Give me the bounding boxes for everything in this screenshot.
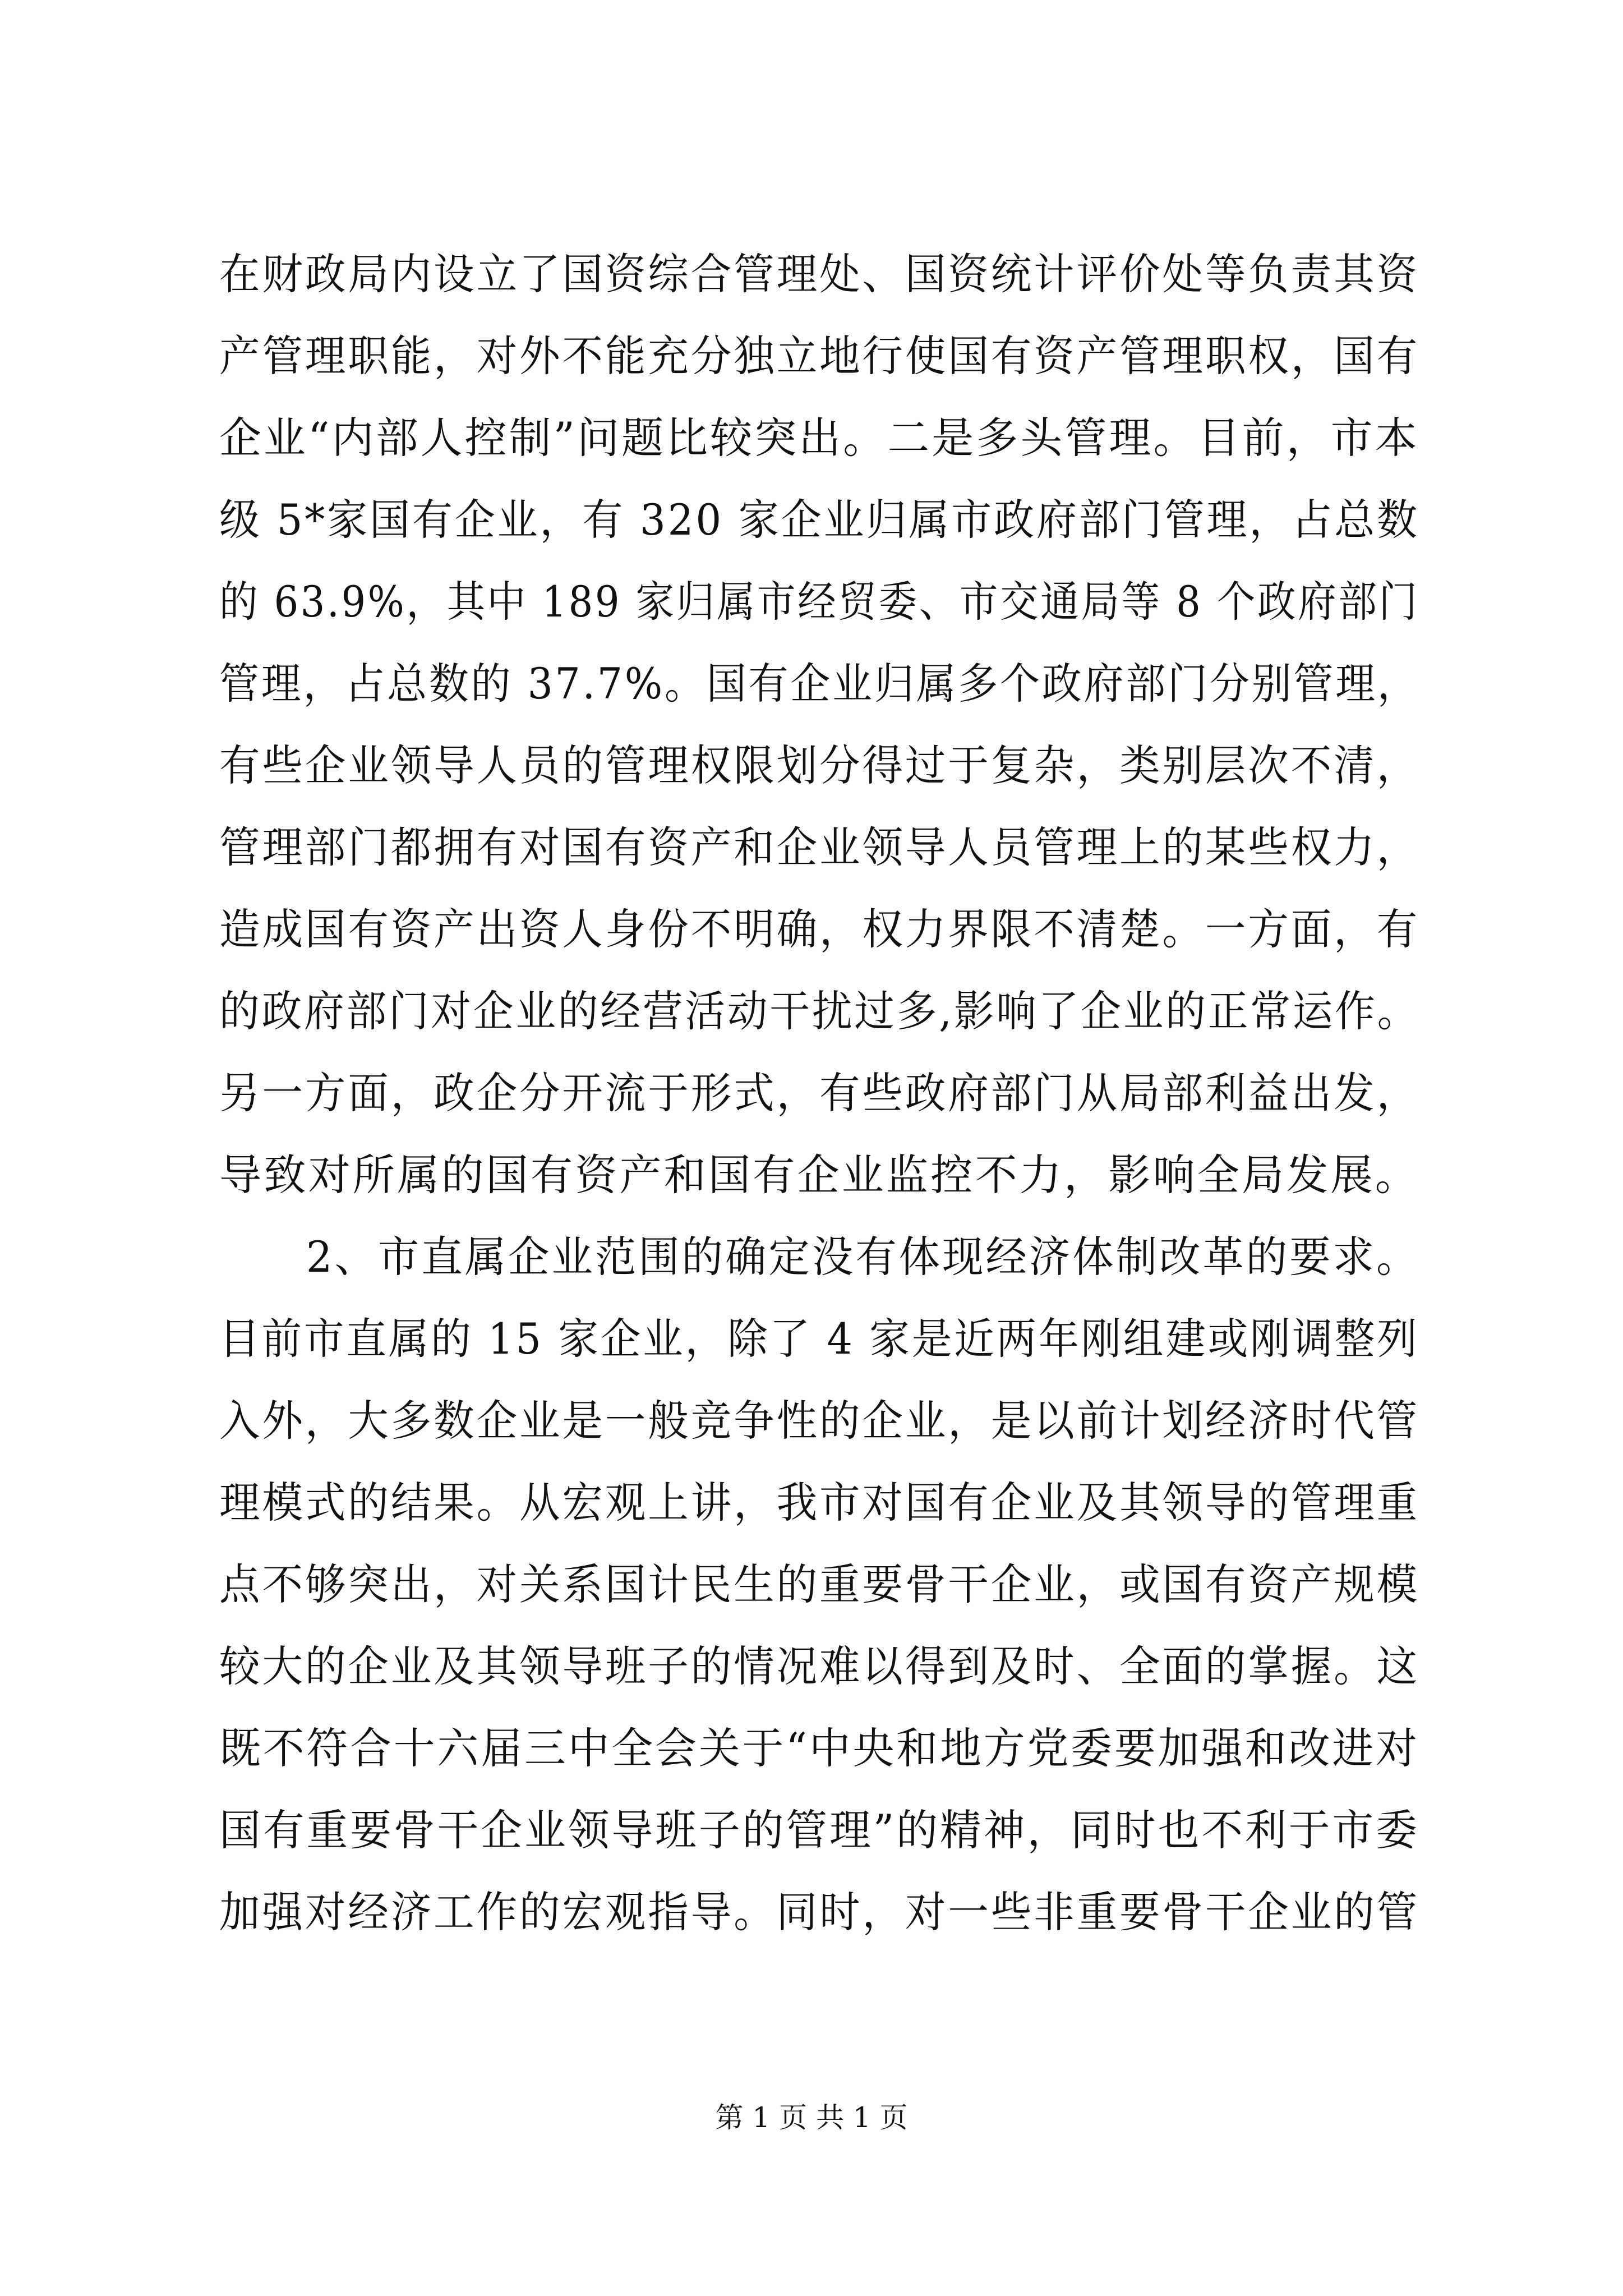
text-line: 加强对经济工作的宏观指导。同时，对一些非重要骨干企业的管	[219, 1887, 1419, 1937]
text-line: 点不够突出，对关系国计民生的重要骨干企业，或国有资产规模	[219, 1559, 1419, 1609]
text-line: 企业“内部人控制”问题比较突出。二是多头管理。目前，市本	[219, 413, 1419, 463]
text-line: 既不符合十六届三中全会关于“中央和地方党委要加强和改进对	[219, 1723, 1419, 1773]
text-line: 理模式的结果。从宏观上讲，我市对国有企业及其领导的管理重	[219, 1478, 1419, 1527]
text-line: 有些企业领导人员的管理权限划分得过于复杂，类别层次不清，	[219, 740, 1419, 790]
text-line: 另一方面，政企分开流于形式，有些政府部门从局部利益出发，	[219, 1068, 1419, 1118]
text-line: 级 5*家国有企业，有 320 家企业归属市政府部门管理，占总数	[219, 495, 1419, 545]
text-line: 较大的企业及其领导班子的情况难以得到及时、全面的掌握。这	[219, 1641, 1419, 1691]
text-line: 入外，大多数企业是一般竞争性的企业，是以前计划经济时代管	[219, 1396, 1419, 1446]
text-line: 造成国有资产出资人身份不明确，权力界限不清楚。一方面，有	[219, 904, 1419, 954]
text-line: 的政府部门对企业的经营活动干扰过多,影响了企业的正常运作。	[219, 986, 1420, 1036]
page-number-footer: 第 1 页 共 1 页	[715, 2101, 908, 2134]
text-line: 产管理职能，对外不能充分独立地行使国有资产管理职权，国有	[219, 331, 1419, 381]
text-line: 的 63.9%，其中 189 家归属市经贸委、市交通局等 8 个政府部门	[219, 577, 1419, 627]
text-line: 管理，占总数的 37.7%。国有企业归属多个政府部门分别管理，	[219, 659, 1419, 708]
text-line: 目前市直属的 15 家企业，除了 4 家是近两年刚组建或刚调整列	[219, 1314, 1419, 1364]
text-line: 2、市直属企业范围的确定没有体现经济体制改革的要求。	[219, 1232, 1420, 1282]
text-line: 导致对所属的国有资产和国有企业监控不力，影响全局发展。	[219, 1150, 1419, 1200]
text-line: 在财政局内设立了国资综合管理处、国资统计评价处等负责其资	[219, 249, 1419, 299]
text-line: 国有重要骨干企业领导班子的管理”的精神，同时也不利于市委	[219, 1805, 1419, 1855]
text-line: 管理部门都拥有对国有资产和企业领导人员管理上的某些权力，	[219, 822, 1419, 872]
